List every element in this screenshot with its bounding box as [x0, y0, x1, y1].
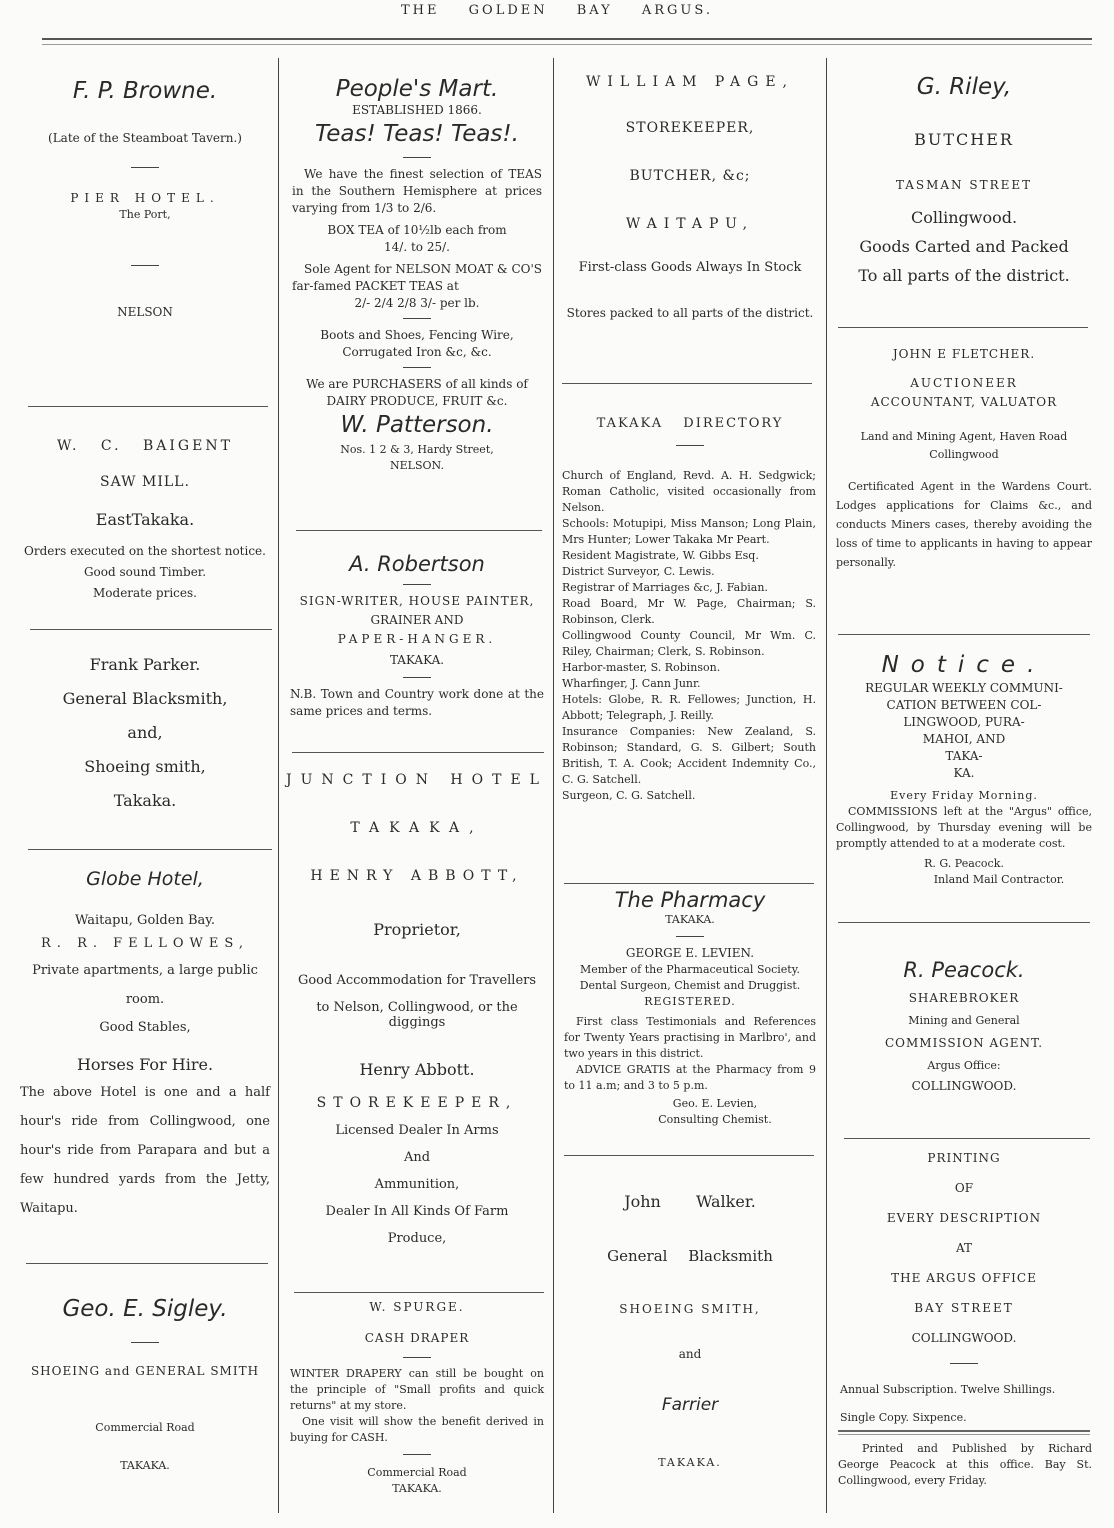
walker-l2: SHOEING SMITH,	[619, 1302, 761, 1316]
parker-name: Frank Parker.	[89, 655, 201, 674]
mart-est: ESTABLISHED 1866.	[352, 103, 482, 117]
ad-robertson	[286, 552, 548, 720]
ad-spurge	[286, 1299, 548, 1497]
page-name: WILLIAM PAGE,	[585, 74, 795, 90]
sigley-trade: SHOEING and GENERAL SMITH	[30, 1364, 260, 1378]
walker-l3: and	[678, 1347, 702, 1361]
peacock-l5: COLLINGWOOD.	[911, 1079, 1017, 1093]
junction-p1: Good Accommodation for Travellers	[297, 973, 537, 988]
notice-title: Notice.	[881, 652, 1047, 678]
notice-sig1: R. G. Peacock.	[924, 857, 1004, 870]
directory-entry: Registrar of Marriages &c, J. Fabian.	[562, 581, 768, 594]
directory-entry: Schools: Motupipi, Miss Manson; Long Plain, Mrs Hunter; Lower Takaka Mr Peart.	[562, 517, 816, 546]
sigley-town: TAKAKA.	[120, 1459, 170, 1472]
globe-name: Globe Hotel,	[86, 868, 204, 890]
spurge-p1: WINTER DRAPERY can still be bought on the principle of "Small profits and quick returns" at my store.	[290, 1367, 544, 1412]
directory-title: TAKAKA DIRECTORY	[596, 416, 784, 431]
ad-fletcher	[832, 346, 1096, 572]
ad-separator	[838, 634, 1090, 635]
browne-hotel: PIER HOTEL.	[70, 191, 220, 205]
printing-single: Single Copy. Sixpence.	[840, 1411, 967, 1424]
mart-addr: Nos. 1 2 & 3, Hardy Street,	[340, 443, 494, 456]
spurge-town: TAKAKA.	[392, 1482, 442, 1495]
newspaper-title: THE GOLDEN BAY ARGUS.	[401, 3, 713, 18]
notice-l5: TAKA-	[945, 749, 983, 763]
divider	[131, 265, 159, 266]
browne-note: (Late of the Steamboat Tavern.)	[48, 131, 242, 145]
directory-entry: Hotels: Globe, R. R. Fellowes; Junction, H. Abbott; Telegraph, J. Reilly.	[562, 693, 816, 722]
column-4	[832, 56, 1096, 1516]
printing-l4: AT	[955, 1241, 972, 1255]
directory-entry: Insurance Companies: New Zealand, S. Robinson; Standard, G. S. Gilbert; South British, T. A. Cook; Accident Indemnity Co., C. G. Satchell.	[562, 725, 816, 786]
globe-line1: Private apartments, a large public room.	[32, 963, 258, 1007]
junction-town: TAKAKA,	[350, 820, 484, 836]
pharmacy-p5: ADVICE GRATIS at the Pharmacy from 9 to 11 a.m; and 3 to 5 p.m.	[564, 1063, 816, 1092]
riley-l1: Goods Carted and Packed	[859, 237, 1069, 256]
fletcher-name: JOHN E FLETCHER.	[892, 347, 1036, 361]
robertson-town: TAKAKA.	[389, 653, 445, 667]
riley-street: TASMAN STREET	[895, 178, 1033, 192]
masthead-rule	[42, 38, 1092, 45]
ad-separator	[28, 849, 272, 850]
page-l2: BUTCHER, &c;	[629, 168, 751, 184]
ad-separator	[292, 752, 544, 753]
ad-separator	[26, 1263, 268, 1264]
baigent-place: EastTakaka.	[95, 510, 195, 529]
ad-separator	[838, 922, 1090, 923]
ad-peacock	[832, 958, 1096, 1095]
column-rule-1	[278, 58, 279, 1513]
notice-sig2: Inland Mail Contractor.	[933, 873, 1065, 886]
browne-town: NELSON	[117, 305, 173, 319]
mart-p3: Sole Agent for NELSON MOAT & CO'S far-famed PACKET TEAS at	[292, 262, 542, 293]
divider	[403, 367, 431, 368]
divider	[403, 584, 431, 585]
fletcher-l4: Collingwood	[929, 448, 999, 461]
globe-place: Waitapu, Golden Bay.	[74, 913, 216, 928]
ad-globe	[16, 868, 274, 1223]
divider	[403, 677, 431, 678]
peacock-l4: Argus Office:	[927, 1059, 1001, 1072]
peacock-l1: SHAREBROKER	[908, 991, 1020, 1005]
baigent-line1: Orders executed on the shortest notice.	[24, 544, 266, 558]
ad-browne	[16, 78, 274, 321]
directory-entry: Collingwood County Council, Mr Wm. C. Riley, Chairman; Clerk, S. Robinson.	[562, 629, 816, 658]
robertson-name: A. Robertson	[349, 552, 485, 576]
riley-l2: To all parts of the district.	[858, 266, 1070, 285]
ad-separator	[564, 1155, 814, 1156]
junction-trade: STOREKEEPER,	[316, 1095, 518, 1111]
printing-sub: Annual Subscription. Twelve Shillings.	[840, 1383, 1056, 1396]
ad-william-page	[560, 74, 820, 322]
printing-l6: BAY STREET	[914, 1301, 1014, 1315]
directory-entry: Wharfinger, J. Cann Junr.	[562, 677, 701, 690]
printing-l3: EVERY DESCRIPTION	[886, 1211, 1042, 1225]
junction-name: JUNCTION HOTEL	[286, 772, 548, 788]
spurge-p2: One visit will show the benefit derived in buying for CASH.	[290, 1415, 544, 1444]
walker-l4: Farrier	[661, 1395, 719, 1415]
parker-line1: General Blacksmith,	[62, 689, 228, 708]
spurge-name: W. SPURGE.	[369, 1300, 465, 1314]
ad-separator	[838, 327, 1088, 328]
printing-l7: COLLINGWOOD.	[911, 1331, 1017, 1345]
directory-entry: Surgeon, C. G. Satchell.	[562, 789, 696, 802]
takaka-directory	[560, 416, 820, 804]
pharmacy-owner: GEORGE E. LEVIEN.	[625, 946, 755, 960]
walker-name: John Walker.	[624, 1192, 756, 1211]
mart-teas: Teas! Teas! Teas!.	[315, 121, 519, 147]
pharmacy-sig1: Geo. E. Levien,	[672, 1097, 758, 1110]
junction-l4: Dealer In All Kinds Of Farm	[325, 1204, 509, 1219]
globe-body: The above Hotel is one and a half hour's ride from Collingwood, one hour's ride from Parapara and but a few hundred yards from the Jetty, Waitapu.	[20, 1085, 270, 1216]
page-l1: STOREKEEPER,	[625, 120, 755, 136]
baigent-line3: Moderate prices.	[93, 586, 197, 600]
baigent-line2: Good sound Timber.	[83, 565, 207, 579]
ad-john-walker	[560, 1192, 820, 1471]
globe-owner: R. R. FELLOWES,	[41, 936, 249, 951]
page-l3: WAITAPU,	[625, 216, 755, 232]
robertson-note: N.B. Town and Country work done at the same prices and terms.	[290, 687, 544, 718]
directory-entry: Harbor-master, S. Robinson.	[562, 661, 721, 674]
ad-separator	[294, 1292, 544, 1293]
column-1	[16, 56, 274, 1516]
walker-town: TAKAKA.	[658, 1456, 722, 1469]
ad-junction-hotel	[286, 772, 548, 1246]
printing-imprint: Printed and Published by Richard George Peacock at this office. Bay St. Collingwood, every Friday.	[838, 1442, 1092, 1487]
column-rule-3	[826, 58, 827, 1513]
ad-riley	[832, 74, 1096, 285]
divider	[676, 445, 704, 446]
mart-name: People's Mart.	[335, 76, 499, 102]
divider	[403, 1357, 431, 1358]
mart-p4: Boots and Shoes, Fencing Wire, Corrugated Iron &c, &c.	[320, 328, 514, 359]
divider	[131, 1342, 159, 1343]
mart-p2b: 14/. to 25/.	[384, 240, 450, 254]
printing-l2: OF	[954, 1181, 974, 1195]
directory-list	[560, 468, 820, 804]
riley-name: G. Riley,	[916, 74, 1012, 100]
pharmacy-p3: REGISTERED.	[644, 995, 736, 1008]
divider	[403, 318, 431, 319]
ad-separator	[28, 406, 268, 407]
mart-p5: We are PURCHASERS of all kinds of DAIRY PRODUCE, FRUIT &c.	[306, 377, 528, 408]
browne-name: F. P. Browne.	[72, 78, 218, 104]
junction-p2: to Nelson, Collingwood, or the diggings	[316, 1000, 518, 1030]
ad-baigent	[16, 438, 274, 602]
spurge-road: Commercial Road	[367, 1466, 467, 1479]
mart-p3b: 2/- 2/4 2/8 3/- per lb.	[354, 296, 480, 310]
mart-town: NELSON.	[390, 459, 444, 472]
pharmacy-p1: Member of the Pharmaceutical Society.	[580, 963, 800, 976]
directory-entry: District Surveyor, C. Lewis.	[562, 565, 715, 578]
browne-place: The Port,	[119, 208, 171, 221]
ad-separator	[296, 530, 542, 531]
notice-l7: Every Friday Morning.	[890, 789, 1038, 802]
sigley-road: Commercial Road	[95, 1421, 195, 1434]
riley-trade: BUTCHER	[914, 130, 1014, 149]
notice-l4: MAHOI, AND	[922, 732, 1006, 746]
ad-pharmacy	[560, 888, 820, 1128]
pharmacy-name: The Pharmacy	[614, 888, 766, 912]
sigley-name: Geo. E. Sigley.	[62, 1296, 228, 1322]
masthead	[0, 0, 1114, 40]
parker-line2: and,	[127, 723, 163, 742]
ad-printing	[832, 1150, 1096, 1489]
parker-line4: Takaka.	[113, 791, 177, 810]
page-l4: First-class Goods Always In Stock	[578, 260, 802, 275]
ad-sigley	[16, 1296, 274, 1474]
directory-entry: Resident Magistrate, W. Gibbs Esq.	[562, 549, 759, 562]
robertson-line3: PAPER-HANGER.	[337, 632, 497, 646]
robertson-line2: GRAINER AND	[370, 613, 464, 627]
mart-p2a: BOX TEA of 10½lb each from	[327, 223, 507, 237]
notice-l6: KA.	[953, 766, 975, 780]
imprint-rule	[838, 1430, 1090, 1435]
divider	[403, 1454, 431, 1455]
notice-l2: CATION BETWEEN COL-	[886, 698, 1042, 712]
column-2	[286, 56, 548, 1516]
pharmacy-p2: Dental Surgeon, Chemist and Druggist.	[579, 979, 801, 992]
directory-entry: Road Board, Mr W. Page, Chairman; S. Robinson, Clerk.	[562, 597, 816, 626]
robertson-line1: SIGN-WRITER, HOUSE PAINTER,	[299, 594, 535, 608]
ad-separator	[564, 883, 814, 884]
fletcher-l1: AUCTIONEER	[910, 376, 1018, 390]
ad-separator	[30, 629, 272, 630]
mart-p1: We have the finest selection of TEAS in the Southern Hemisphere at prices varying from 1/3 to 2/6.	[292, 167, 542, 215]
mart-owner: W. Patterson.	[340, 412, 494, 438]
ad-peoples-mart	[286, 76, 548, 474]
peacock-l2: Mining and General	[908, 1014, 1020, 1027]
peacock-name: R. Peacock.	[903, 958, 1025, 982]
junction-owner: HENRY ABBOTT,	[310, 868, 524, 884]
walker-l1: General Blacksmith	[607, 1247, 773, 1265]
page-l5: Stores packed to all parts of the district.	[566, 306, 814, 320]
junction-role: Proprietor,	[373, 920, 461, 939]
ad-separator	[562, 383, 812, 384]
junction-l1: Licensed Dealer In Arms	[335, 1123, 499, 1138]
pharmacy-town: TAKAKA.	[665, 913, 715, 926]
printing-l1: PRINTING	[927, 1151, 1001, 1165]
fletcher-l3: Land and Mining Agent, Haven Road	[860, 430, 1068, 443]
notice-l3: LINGWOOD, PURA-	[903, 715, 1025, 729]
ad-separator	[844, 1138, 1090, 1139]
globe-line3: Horses For Hire.	[76, 1055, 214, 1074]
parker-line3: Shoeing smith,	[84, 757, 206, 776]
fletcher-p1: Certificated Agent in the Wardens Court. Lodges applications for Claims &c., and conducts Miners cases, thereby avoiding the loss of time to applicants in having to appear personally.	[836, 480, 1092, 569]
notice-l1: REGULAR WEEKLY COMMUNI-	[865, 681, 1063, 695]
column-3	[560, 56, 820, 1516]
junction-l2: And	[403, 1150, 431, 1165]
fletcher-l2: ACCOUNTANT, VALUATOR	[870, 395, 1058, 409]
junction-l3: Ammunition,	[374, 1177, 460, 1192]
baigent-mill: SAW MILL.	[100, 474, 190, 490]
spurge-trade: CASH DRAPER	[364, 1331, 470, 1345]
divider	[403, 157, 431, 158]
riley-town: Collingwood.	[910, 208, 1018, 227]
baigent-name: W. C. BAIGENT	[57, 438, 233, 454]
pharmacy-sig2: Consulting Chemist.	[658, 1113, 772, 1126]
junction-l5: Produce,	[387, 1231, 447, 1246]
globe-line2: Good Stables,	[99, 1020, 191, 1035]
ad-parker	[16, 648, 274, 818]
pharmacy-p4: First class Testimonials and References for Twenty Years practising in Marlbro', and two years in this district.	[564, 1015, 816, 1060]
directory-entry: Church of England, Revd. A. H. Sedgwick; Roman Catholic, visited occasionally from Nelson.	[562, 469, 816, 514]
column-rule-2	[553, 58, 554, 1513]
divider	[676, 936, 704, 937]
ad-notice	[832, 652, 1096, 888]
peacock-l3: COMMISSION AGENT.	[884, 1036, 1044, 1050]
notice-p1: COMMISSIONS left at the "Argus" office, Collingwood, by Thursday evening will be promptly attended to at a moderate cost.	[836, 805, 1092, 850]
divider	[131, 167, 159, 168]
divider	[950, 1363, 978, 1364]
junction-owner2: Henry Abbott.	[359, 1060, 475, 1079]
printing-l5: THE ARGUS OFFICE	[891, 1271, 1037, 1285]
